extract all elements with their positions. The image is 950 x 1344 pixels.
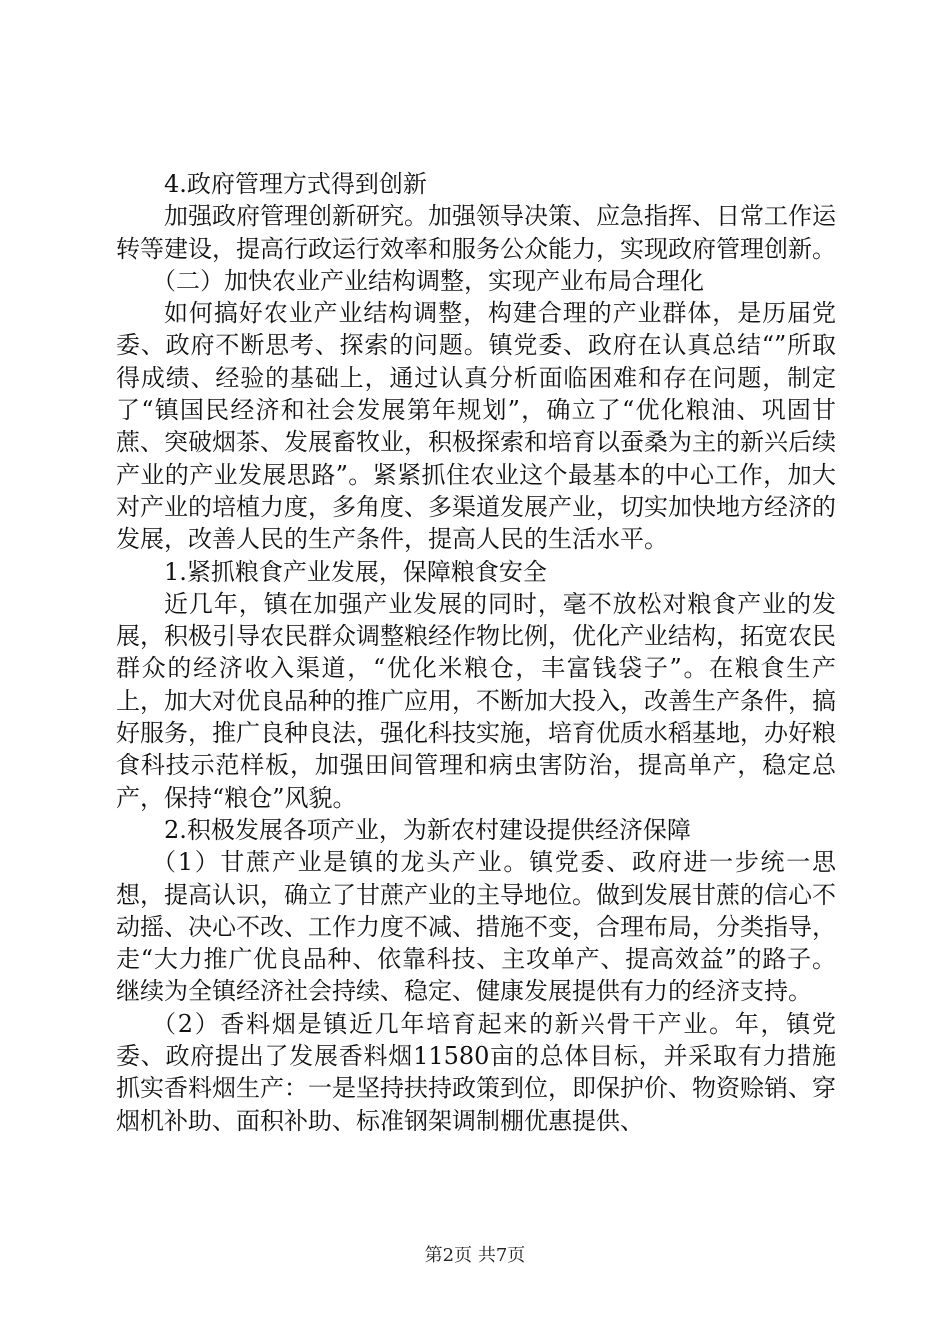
document-body: [116, 168, 836, 1137]
page-footer: 第2页 共7页: [424, 1245, 526, 1266]
body-paragraph: 近几年，镇在加强产业发展的同时，毫不放松对粮食产业的发展，积极引导农民群众调整粮经作物比例，优化产业结构，拓宽农民群众的经济收入渠道，“优化米粮仓，丰富钱袋子”。在粮食生产上，加大对优良品种的推广应用，不断加大投入，改善生产条件，搞好服务，推广良种良法，强化科技实施，培育优质水稻基地，办好粮食科技示范样板，加强田间管理和病虫害防治，提高单产，稳定总产，保持“粮仓”风貌。: [116, 589, 836, 812]
section-heading-4: 4.政府管理方式得到创新: [164, 170, 427, 198]
body-paragraph: 加强政府管理创新研究。加强领导决策、应急指挥、日常工作运转等建设，提高行政运行效率和服务公众能力，实现政府管理创新。: [116, 202, 836, 263]
body-paragraph: （2）香料烟是镇近几年培育起来的新兴骨干产业。年，镇党委、政府提出了发展香料烟11580亩的总体目标，并采取有力措施抓实香料烟生产：一是坚持扶持政策到位，即保护价、物资赊销、穿烟机补助、面积补助、标准钢架调制棚优惠提供、: [116, 1009, 836, 1135]
subsection-heading-2: 2.积极发展各项产业，为新农村建设提供经济保障: [164, 815, 691, 844]
body-paragraph: （1）甘蔗产业是镇的龙头产业。镇党委、政府进一步统一思想，提高认识，确立了甘蔗产业的主导地位。做到发展甘蔗的信心不动摇、决心不改、工作力度不减、措施不变，合理布局，分类指导，走“大力推广优良品种、依靠科技、主攻单产、提高效益”的路子。继续为全镇经济社会持续、稳定、健康发展提供有力的经济支持。: [116, 848, 836, 1006]
section-heading-2: （二）加快农业产业结构调整，实现产业布局合理化: [152, 266, 704, 295]
body-paragraph: 如何搞好农业产业结构调整，构建合理的产业群体，是历届党委、政府不断思考、探索的问题。镇党委、政府在认真总结“”所取得成绩、经验的基础上，通过认真分析面临困难和存在问题，制定了“镇国民经济和社会发展第年规划”，确立了“优化粮油、巩固甘蔗、突破烟茶、发展畜牧业，积极探索和培育以蚕桑为主的新兴后续产业的产业发展思路”。紧紧抓住农业这个最基本的中心工作，加大对产业的培植力度，多角度、多渠道发展产业，切实加快地方经济的发展，改善人民的生产条件，提高人民的生活水平。: [116, 299, 836, 554]
subsection-heading-1: 1.紧抓粮食产业发展，保障粮食安全: [164, 557, 547, 586]
